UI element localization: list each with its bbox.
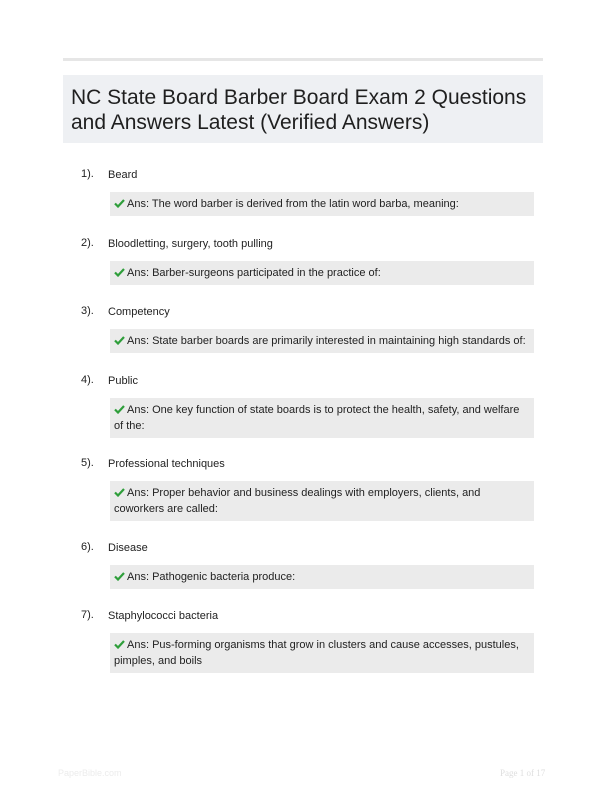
question-number: 1). [81, 168, 94, 180]
answer-box [110, 481, 534, 521]
answer-box [110, 329, 534, 353]
answer-box [110, 261, 534, 285]
question-number: 7). [81, 609, 94, 621]
check-icon [114, 405, 125, 414]
answer-text: Ans: State barber boards are primarily interested in maintaining high standards of: [127, 335, 526, 347]
check-icon [114, 572, 125, 581]
question-text: Beard [108, 169, 138, 181]
question-text: Bloodletting, surgery, tooth pulling [108, 238, 273, 250]
check-icon [114, 268, 125, 277]
answer-text: Ans: The word barber is derived from the latin word barba, meaning: [127, 198, 459, 210]
question-text: Competency [108, 306, 170, 318]
footer-watermark: PaperBible.com [58, 768, 122, 778]
answer-box [110, 398, 534, 438]
page-number: Page 1 of 17 [500, 768, 546, 778]
check-icon [114, 640, 125, 649]
check-icon [114, 199, 125, 208]
question-text: Professional techniques [108, 458, 225, 470]
question-text: Public [108, 375, 138, 387]
answer-box [110, 192, 534, 216]
question-number: 6). [81, 541, 94, 553]
question-number: 3). [81, 305, 94, 317]
document-title: NC State Board Barber Board Exam 2 Questions and Answers Latest (Verified Answers) [71, 86, 527, 134]
question-number: 5). [81, 457, 94, 469]
answer-box [110, 633, 534, 673]
check-icon [114, 336, 125, 345]
top-rule [63, 58, 543, 61]
check-icon [114, 488, 125, 497]
answer-text: Ans: One key function of state boards is to protect the health, safety, and welfare of the: [114, 404, 520, 432]
answer-text: Ans: Barber-surgeons participated in the practice of: [127, 267, 381, 279]
question-text: Staphylococci bacteria [108, 610, 219, 622]
answer-text: Ans: Proper behavior and business dealings with employers, clients, and coworkers are called: [114, 487, 481, 515]
answer-text: Ans: Pathogenic bacteria produce: [127, 571, 296, 583]
question-number: 4). [81, 374, 94, 386]
answer-box [110, 565, 534, 589]
question-text: Disease [108, 542, 148, 554]
answer-text: Ans: Pus-forming organisms that grow in clusters and cause accesses, pustules, pimples, and boils [114, 639, 519, 667]
question-number: 2). [81, 237, 94, 249]
title-block [63, 75, 543, 143]
